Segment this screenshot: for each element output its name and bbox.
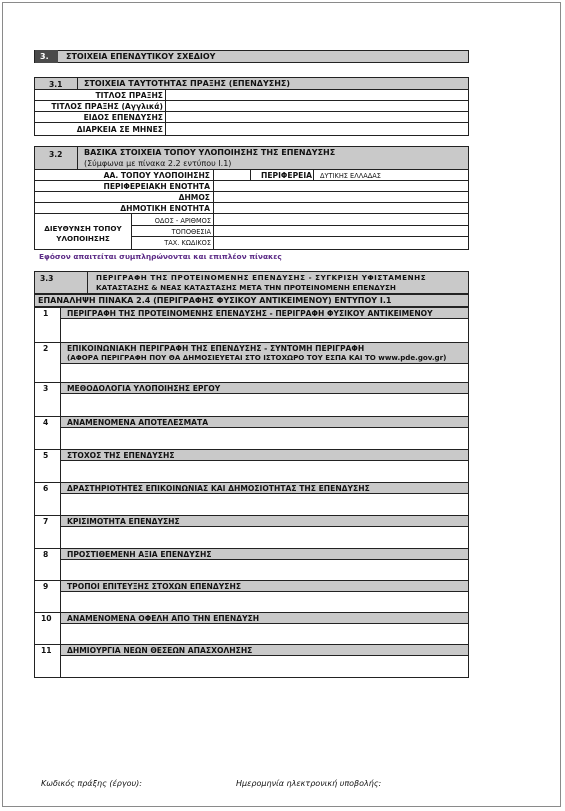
postal-code-label: ΤΑΧ. ΚΩΔΙΚΟΣ bbox=[164, 239, 211, 247]
item-3-title: ΜΕΘΟΔΟΛΟΓΙΑ ΥΛΟΠΟΙΗΣΗΣ ΕΡΓΟΥ bbox=[67, 384, 221, 393]
item-7-field[interactable] bbox=[62, 528, 467, 548]
item-8-number: 8 bbox=[43, 550, 49, 559]
item-4-field[interactable] bbox=[62, 429, 467, 449]
section-3-title: ΣΤΟΙΧΕΙΑ ΕΠΕΝΔΥΤΙΚΟΥ ΣΧΕΔΙΟΥ bbox=[66, 52, 216, 61]
section-3-number: 3. bbox=[40, 52, 49, 61]
item-10-field[interactable] bbox=[62, 625, 467, 644]
item-1-field[interactable] bbox=[62, 320, 467, 342]
municipality-label: ΔΗΜΟΣ bbox=[178, 193, 210, 202]
section-3-2-subtitle: (Σύμφωνα με πίνακα 2.2 εντύπου Ι.1) bbox=[84, 159, 232, 168]
item-7-title: ΚΡΙΣΙΜΟΤΗΤΑ ΕΠΕΝΔΥΣΗΣ bbox=[67, 517, 180, 526]
row-label-project-title: ΤΙΤΛΟΣ ΠΡΑΞΗΣ bbox=[95, 91, 163, 100]
section-3-header bbox=[34, 50, 469, 63]
row-label-project-title-en: ΤΙΤΛΟΣ ΠΡΑΞΗΣ (Αγγλικά) bbox=[51, 102, 163, 111]
item-2-field[interactable] bbox=[62, 365, 467, 383]
municipal-unit-label: ΔΗΜΟΤΙΚΗ ΕΝΟΤΗΤΑ bbox=[120, 204, 210, 213]
item-2-title: ΕΠΙΚΟΙΝΩΝΙΑΚΗ ΠΕΡΙΓΡΑΦΗ ΤΗΣ ΕΠΕΝΔΥΣΗΣ - ΣΥΝΤΟΜΗ ΠΕΡΙΓΡΑΦΗ bbox=[67, 344, 365, 353]
region-value[interactable]: ΔΥΤΙΚΗΣ ΕΛΛΑΔΑΣ bbox=[320, 172, 381, 180]
item-6-title: ΔΡΑΣΤΗΡΙΟΤΗΤΕΣ ΕΠΙΚΟΙΝΩΝΙΑΣ ΚΑΙ ΔΗΜΟΣΙΟΤΗΤΑΣ ΤΗΣ ΕΠΕΝΔΥΣΗΣ bbox=[67, 484, 370, 493]
section-3-3-number: 3.3 bbox=[40, 274, 54, 283]
item-1-number: 1 bbox=[43, 309, 49, 318]
section-3-3-subheader-text: ΕΠΑΝΑΛΗΨΗ ΠΙΝΑΚΑ 2.4 (ΠΕΡΙΓΡΑΦΗΣ ΦΥΣΙΚΟΥ ΑΝΤΙΚΕΙΜΕΝΟΥ) ΕΝΤΥΠΟΥ Ι.1 bbox=[38, 296, 392, 305]
item-6-number: 6 bbox=[43, 484, 49, 493]
item-11-title: ΔΗΜΙΟΥΡΓΙΑ ΝΕΩΝ ΘΕΣΕΩΝ ΑΠΑΣΧΟΛΗΣΗΣ bbox=[67, 646, 253, 655]
section-3-2-table bbox=[34, 169, 469, 250]
additional-tables-note: Εφόσον απαιτείται συμπληρώνονται και επιπλέον πίνακες bbox=[39, 252, 282, 261]
item-9-field[interactable] bbox=[62, 593, 467, 612]
submission-date-label: Ημερομηνία ηλεκτρονική υποβολής: bbox=[236, 779, 382, 788]
section-3-2-header bbox=[34, 146, 469, 170]
item-10-number: 10 bbox=[41, 614, 52, 623]
section-3-3-title-line1: ΠΕΡΙΓΡΑΦΗ ΤΗΣ ΠΡΟΤΕΙΝΟΜΕΝΗΣ ΕΠΕΝΔΥΣΗΣ - ΣΥΓΚΡΙΣΗ ΥΦΙΣΤΑΜΕΝΗΣ bbox=[96, 273, 427, 282]
address-label: ΔΙΕΥΘΥΝΣΗ ΤΟΠΟΥ ΥΛΟΠΟΙΗΣΗΣ bbox=[44, 224, 122, 243]
item-11-field[interactable] bbox=[62, 657, 467, 676]
section-3-3-title-line2: ΚΑΤΑΣΤΑΣΗΣ & ΝΕΑΣ ΚΑΤΑΣΤΑΣΗΣ ΜΕΤΑ ΤΗΝ ΠΡΟΤΕΙΝΟΜΕΝΗ ΕΠΕΝΔΥΣΗ bbox=[96, 283, 396, 292]
regional-unit-label: ΠΕΡΙΦΕΡΕΙΑΚΗ ΕΝΟΤΗΤΑ bbox=[103, 182, 210, 191]
section-3-3-subheader bbox=[34, 294, 469, 307]
location-aa-label: ΑΑ. ΤΟΠΟΥ ΥΛΟΠΟΙΗΣΗΣ bbox=[103, 171, 210, 180]
item-8-field[interactable] bbox=[62, 561, 467, 580]
item-7-number: 7 bbox=[43, 517, 49, 526]
section-3-1-number: 3.1 bbox=[49, 80, 63, 89]
item-2-subtitle: (ΑΦΟΡΑ ΠΕΡΙΓΡΑΦΗ ΠΟΥ ΘΑ ΔΗΜΟΣΙΕΥΕΤΑΙ ΣΤΟ ΙΣΤΟΧΩΡΟ ΤΟΥ ΕΣΠΑ ΚΑΙ ΤΟ www.pde.gov.gr) bbox=[67, 353, 447, 362]
section-3-1-title: ΣΤΟΙΧΕΙΑ ΤΑΥΤΟΤΗΤΑΣ ΠΡΑΞΗΣ (ΕΠΕΝΔΥΣΗΣ) bbox=[84, 79, 291, 88]
item-9-title: ΤΡΟΠΟΙ ΕΠΙΤΕΥΞΗΣ ΣΤΟΧΩΝ ΕΠΕΝΔΥΣΗΣ bbox=[67, 582, 242, 591]
section-3-2-number: 3.2 bbox=[49, 150, 63, 159]
item-8-title: ΠΡΟΣΤΙΘΕΜΕΝΗ ΑΞΙΑ ΕΠΕΝΔΥΣΗΣ bbox=[67, 550, 212, 559]
project-code-label: Κωδικός πράξης (έργου): bbox=[41, 779, 142, 788]
item-11-number: 11 bbox=[41, 646, 52, 655]
section-3-1-table bbox=[34, 89, 469, 136]
item-5-field[interactable] bbox=[62, 462, 467, 482]
item-5-number: 5 bbox=[43, 451, 49, 460]
item-3-number: 3 bbox=[43, 384, 49, 393]
region-label: ΠΕΡΙΦΕΡΕΙΑ bbox=[261, 171, 313, 180]
location-label: ΤΟΠΟΘΕΣΙΑ bbox=[171, 228, 211, 236]
section-3-3-header bbox=[34, 271, 469, 294]
item-4-title: ΑΝΑΜΕΝΟΜΕΝΑ ΑΠΟΤΕΛΕΣΜΑΤΑ bbox=[67, 418, 209, 427]
item-1-title: ΠΕΡΙΓΡΑΦΗ ΤΗΣ ΠΡΟΤΕΙΝΟΜΕΝΗΣ ΕΠΕΝΔΥΣΗΣ - ΠΕΡΙΓΡΑΦΗ ΦΥΣΙΚΟΥ ΑΝΤΙΚΕΙΜΕΝΟΥ bbox=[67, 309, 433, 318]
item-9-number: 9 bbox=[43, 582, 49, 591]
section-3-2-title: ΒΑΣΙΚΑ ΣΤΟΙΧΕΙΑ ΤΟΠΟΥ ΥΛΟΠΟΙΗΣΗΣ ΤΗΣ ΕΠΕΝΔΥΣΗΣ bbox=[84, 148, 336, 157]
item-6-field[interactable] bbox=[62, 495, 467, 515]
item-10-title: ΑΝΑΜΕΝΟΜΕΝΑ ΟΦΕΛΗ ΑΠΟ ΤΗΝ ΕΠΕΝΔΥΣΗ bbox=[67, 614, 260, 623]
item-4-number: 4 bbox=[43, 418, 49, 427]
description-items-table bbox=[34, 307, 469, 678]
section-3-number-cell bbox=[35, 50, 58, 63]
row-label-duration-months: ΔΙΑΡΚΕΙΑ ΣΕ ΜΗΝΕΣ bbox=[76, 125, 163, 134]
row-label-investment-type: ΕΙΔΟΣ ΕΠΕΝΔΥΣΗΣ bbox=[83, 113, 163, 122]
item-2-number: 2 bbox=[43, 344, 49, 353]
document-page bbox=[2, 2, 561, 807]
item-5-title: ΣΤΟΧΟΣ ΤΗΣ ΕΠΕΝΔΥΣΗΣ bbox=[67, 451, 175, 460]
street-number-label: ΟΔΟΣ - ΑΡΙΘΜΟΣ bbox=[154, 217, 211, 225]
item-3-field[interactable] bbox=[62, 395, 467, 416]
